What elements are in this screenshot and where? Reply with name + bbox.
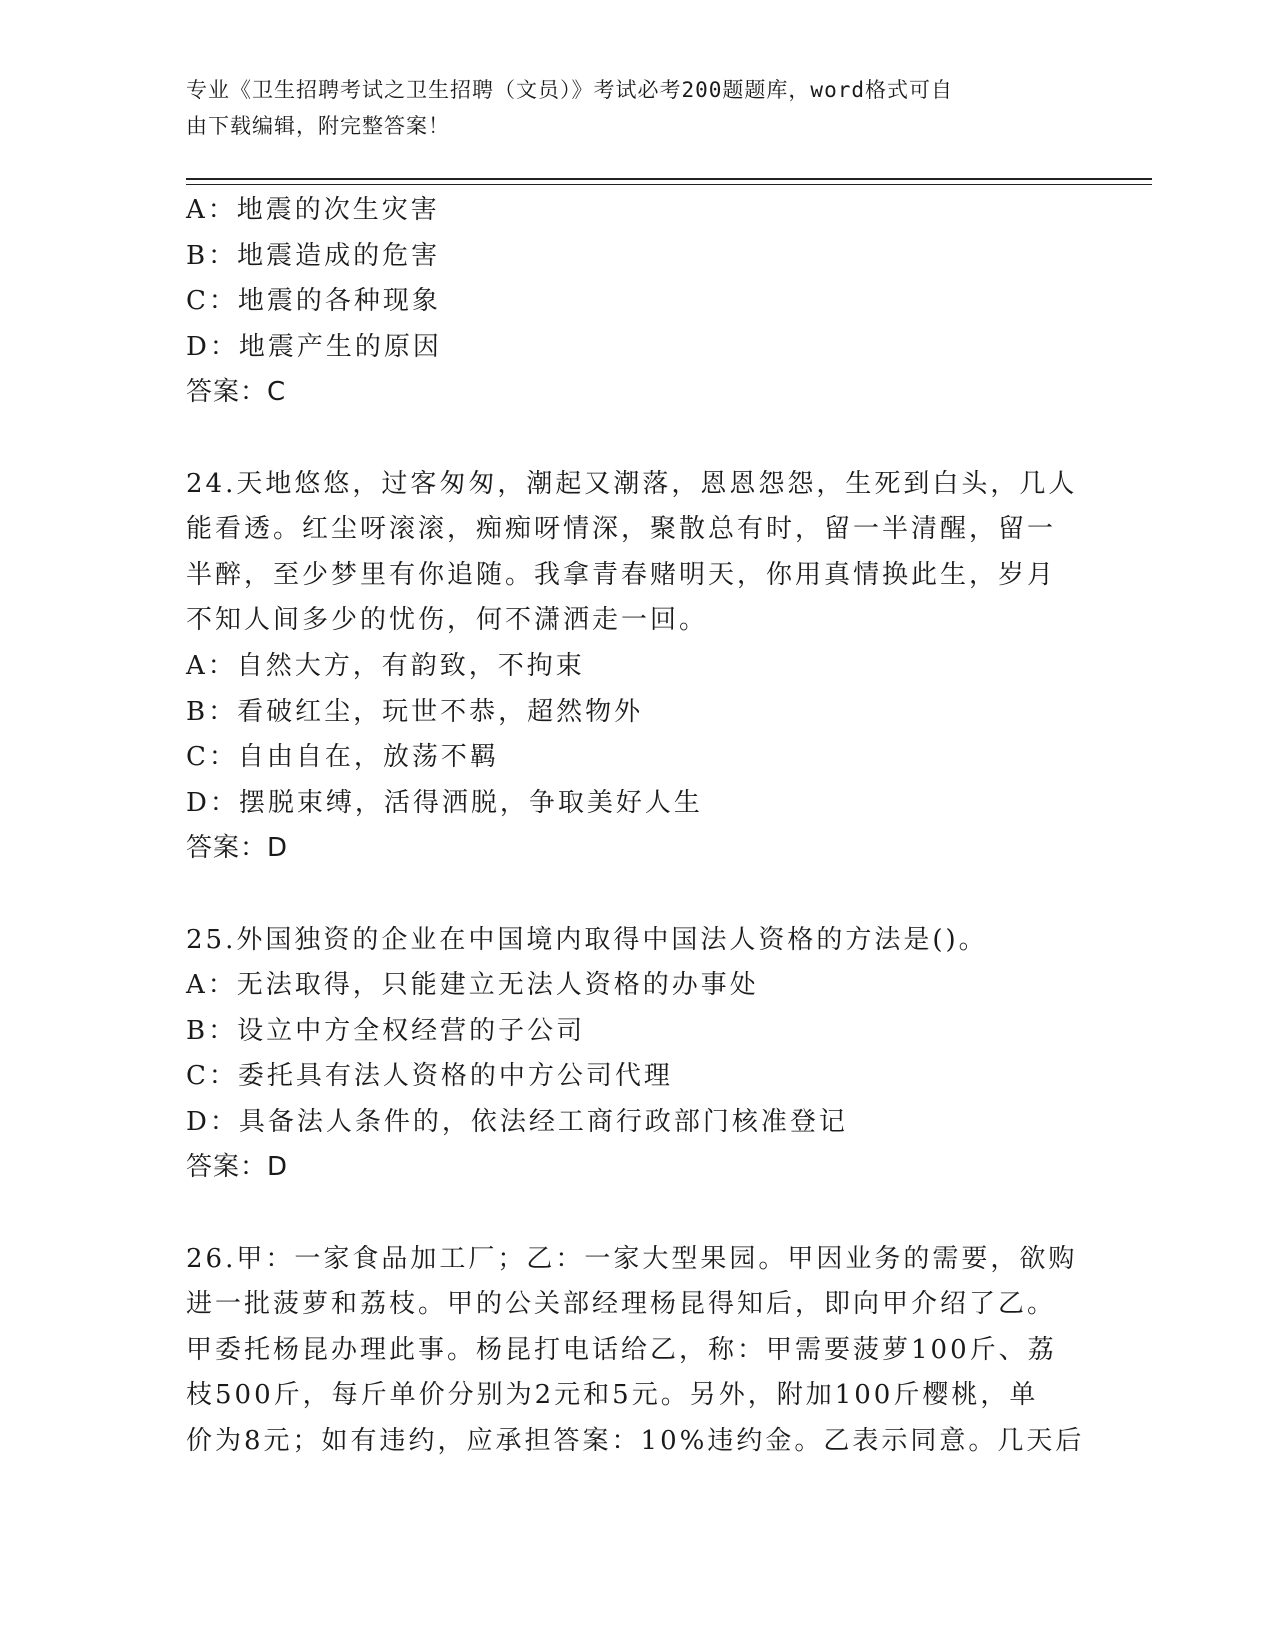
document-header (186, 72, 1066, 144)
question-26-block (186, 1237, 1086, 1465)
option-d: D：具备法人条件的，依法经工商行政部门核准登记 (186, 1106, 848, 1137)
answer: 答案：D (186, 1152, 289, 1183)
question-24-block (186, 462, 1086, 872)
question-text-line: 半醉，至少梦里有你追随。我拿青春赌明天，你用真情换此生，岁月 (186, 559, 1057, 590)
option-a: A：无法取得，只能建立无法人资格的办事处 (186, 970, 759, 1001)
option-b: B：设立中方全权经营的子公司 (186, 1015, 586, 1046)
option-b: B：看破红尘，玩世不恭，超然物外 (186, 696, 644, 727)
option-c: C：自由自在，放荡不羁 (186, 742, 499, 773)
question-text (186, 918, 1066, 964)
question-text-line: 进一批菠萝和荔枝。甲的公关部经理杨昆得知后，即向甲介绍了乙。 (186, 1289, 1057, 1320)
question-text-line: 26.甲：一家食品加工厂；乙：一家大型果园。甲因业务的需要，欲购 (186, 1243, 1078, 1274)
question-text-line: 25.外国独资的企业在中国境内取得中国法人资格的方法是()。 (186, 924, 988, 955)
question-text (186, 462, 1078, 644)
option-c: C：委托具有法人资格的中方公司代理 (186, 1061, 673, 1092)
document-body (186, 188, 1086, 1465)
question-text-line: 甲委托杨昆办理此事。杨昆打电话给乙，称：甲需要菠萝100斤、荔 (186, 1334, 1057, 1365)
question-text-line: 24.天地悠悠，过客匆匆，潮起又潮落，恩恩怨怨，生死到白头，几人 (186, 468, 1078, 499)
answer: 答案：D (186, 833, 289, 864)
option-d: D：摆脱束缚，活得洒脱，争取美好人生 (186, 787, 703, 818)
option-c: C：地震的各种现象 (186, 286, 441, 317)
question-23-block (186, 188, 1086, 416)
header-rule-thick (186, 178, 1152, 180)
question-text-line: 枝500斤，每斤单价分别为2元和5元。另外，附加100斤樱桃，单 (186, 1380, 1039, 1411)
question-text-line: 价为8元；如有违约，应承担答案：10%违约金。乙表示同意。几天后 (186, 1426, 1085, 1457)
question-text-line: 不知人间多少的忧伤，何不潇洒走一回。 (186, 605, 709, 636)
header-line-1: 专业《卫生招聘考试之卫生招聘（文员）》考试必考200题题库，word格式可自 (186, 78, 953, 102)
option-b: B：地震造成的危害 (186, 240, 441, 271)
option-a: A：地震的次生灾害 (186, 195, 440, 225)
question-25-block (186, 918, 1086, 1192)
header-line-2: 由下载编辑，附完整答案！ (186, 114, 450, 138)
question-text (186, 1237, 1085, 1465)
header-rule-thin (186, 184, 1152, 185)
question-text-line: 能看透。红尘呀滚滚，痴痴呀情深，聚散总有时，留一半清醒，留一 (186, 514, 1057, 545)
answer: 答案：C (186, 377, 287, 408)
option-d: D：地震产生的原因 (186, 331, 442, 362)
option-a: A：自然大方，有韵致，不拘束 (186, 650, 585, 681)
